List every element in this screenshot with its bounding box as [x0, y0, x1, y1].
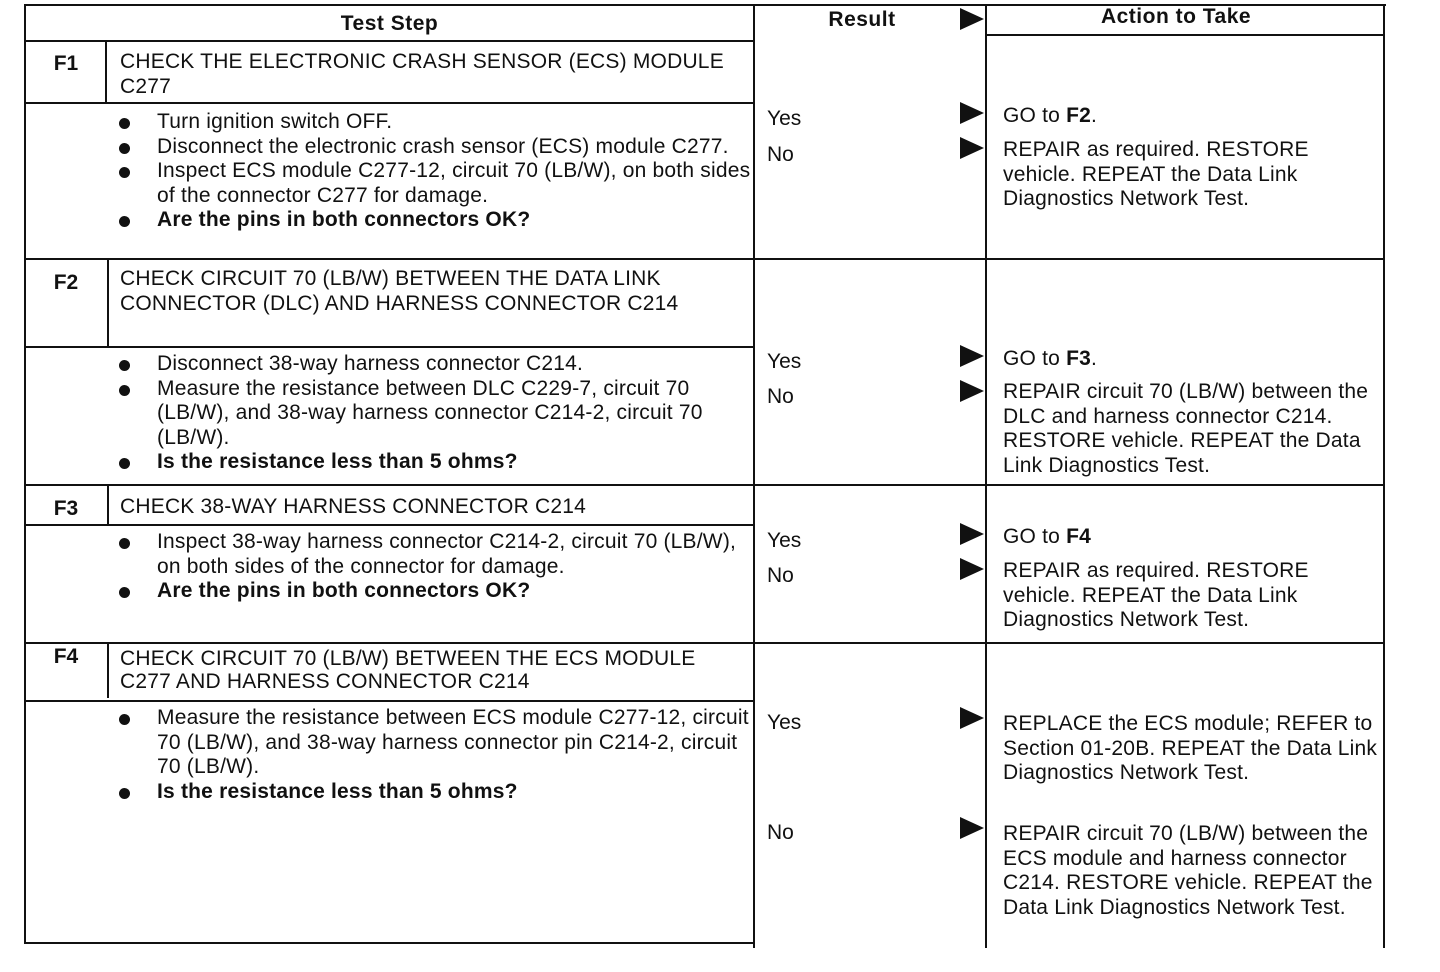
step-question: Is the resistance less than 5 ohms?	[116, 450, 752, 475]
result-yes: Yes	[767, 529, 802, 552]
instruction-item: Disconnect 38-way harness connector C214.	[116, 352, 752, 377]
result-column-divider	[753, 4, 755, 948]
step-id-divider	[107, 260, 109, 348]
instruction-item: Inspect 38-way harness connector C214-2, circuit 70 (LB/W), on both sides of the connector for damage.	[116, 530, 752, 579]
step-title: CHECK 38-WAY HARNESS CONNECTOR C214	[120, 495, 586, 518]
step-id-divider	[107, 644, 109, 698]
step-title: CHECK THE ELECTRONIC CRASH SENSOR (ECS) MODULE C277	[120, 50, 724, 98]
step-divider	[24, 484, 1385, 486]
step-divider	[24, 642, 1385, 644]
table-right-border	[1383, 4, 1385, 948]
step-question: Is the resistance less than 5 ohms?	[116, 780, 752, 805]
step-title: CHECK CIRCUIT 70 (LB/W) BETWEEN THE ECS MODULE C277 AND HARNESS CONNECTOR C214	[120, 647, 696, 693]
instruction-item: Measure the resistance between DLC C229-7, circuit 70 (LB/W), and 38-way harness connector C214-2, circuit 70 (LB/W).	[116, 377, 752, 451]
result-yes: Yes	[767, 107, 802, 130]
instruction-item: Inspect ECS module C277-12, circuit 70 (LB/W), on both sides of the connector C277 for damage.	[116, 159, 752, 208]
step-question: Are the pins in both connectors OK?	[116, 579, 752, 604]
step-title-divider	[24, 524, 754, 526]
instruction-item: Disconnect the electronic crash sensor (ECS) module C277.	[116, 135, 752, 160]
result-no: No	[767, 821, 794, 844]
instruction-item: Measure the resistance between ECS module C277-12, circuit 70 (LB/W), and 38-way harness connector pin C214-2, circuit 70 (LB/W).	[116, 706, 752, 780]
action-text: REPLACE the ECS module; REFER to Section 01-20B. REPEAT the Data Link Diagnostics Network Test.	[1003, 712, 1378, 784]
step-instructions	[116, 530, 752, 604]
action-text: GO to F3.	[1003, 347, 1098, 370]
arrow-icon	[960, 558, 984, 580]
header-action: Action to Take	[1100, 5, 1252, 28]
header-divider-action	[985, 34, 1385, 36]
step-id: F4	[53, 645, 79, 668]
header-arrow-icon	[960, 8, 984, 30]
action-text: GO to F2.	[1003, 104, 1098, 127]
arrow-icon	[960, 380, 984, 402]
step-id-divider	[107, 486, 109, 526]
table-bottom-border	[24, 942, 755, 944]
step-instructions	[116, 352, 752, 475]
header-divider	[24, 40, 754, 42]
result-no: No	[767, 564, 794, 587]
action-text: REPAIR as required. RESTORE vehicle. REPEAT the Data Link Diagnostics Network Test.	[1003, 559, 1309, 631]
arrow-icon	[960, 345, 984, 367]
header-test-step: Test Step	[340, 12, 439, 35]
step-title: CHECK CIRCUIT 70 (LB/W) BETWEEN THE DATA LINK CONNECTOR (DLC) AND HARNESS CONNECTOR C214	[120, 267, 679, 315]
arrow-icon	[960, 137, 984, 159]
result-no: No	[767, 385, 794, 408]
instruction-item: Turn ignition switch OFF.	[116, 110, 752, 135]
step-id: F1	[53, 52, 79, 75]
result-no: No	[767, 143, 794, 166]
step-instructions	[116, 706, 752, 804]
result-yes: Yes	[767, 350, 802, 373]
arrow-icon	[960, 817, 984, 839]
action-text: REPAIR as required. RESTORE vehicle. REPEAT the Data Link Diagnostics Network Test.	[1003, 138, 1309, 210]
action-column-divider	[985, 4, 987, 948]
action-text: REPAIR circuit 70 (LB/W) between the ECS module and harness connector C214. RESTORE vehicle. REPEAT the Data Link Diagnostics Network Test.	[1003, 822, 1373, 919]
header-result: Result	[828, 8, 896, 31]
step-title-divider	[24, 700, 754, 702]
step-id: F3	[53, 497, 79, 520]
arrow-icon	[960, 523, 984, 545]
action-text: GO to F4	[1003, 525, 1091, 548]
table-left-border	[24, 4, 26, 944]
step-title-divider	[24, 102, 754, 104]
step-id: F2	[53, 271, 79, 294]
step-id-divider	[105, 42, 107, 104]
result-yes: Yes	[767, 711, 802, 734]
arrow-icon	[960, 102, 984, 124]
step-divider	[24, 258, 1385, 260]
step-instructions	[116, 110, 752, 233]
arrow-icon	[960, 707, 984, 729]
step-question: Are the pins in both connectors OK?	[116, 208, 752, 233]
action-text: REPAIR circuit 70 (LB/W) between the DLC and harness connector C214. RESTORE vehicle. REPEAT the Data Link Diagnostics Test.	[1003, 380, 1369, 477]
step-title-divider	[24, 346, 754, 348]
